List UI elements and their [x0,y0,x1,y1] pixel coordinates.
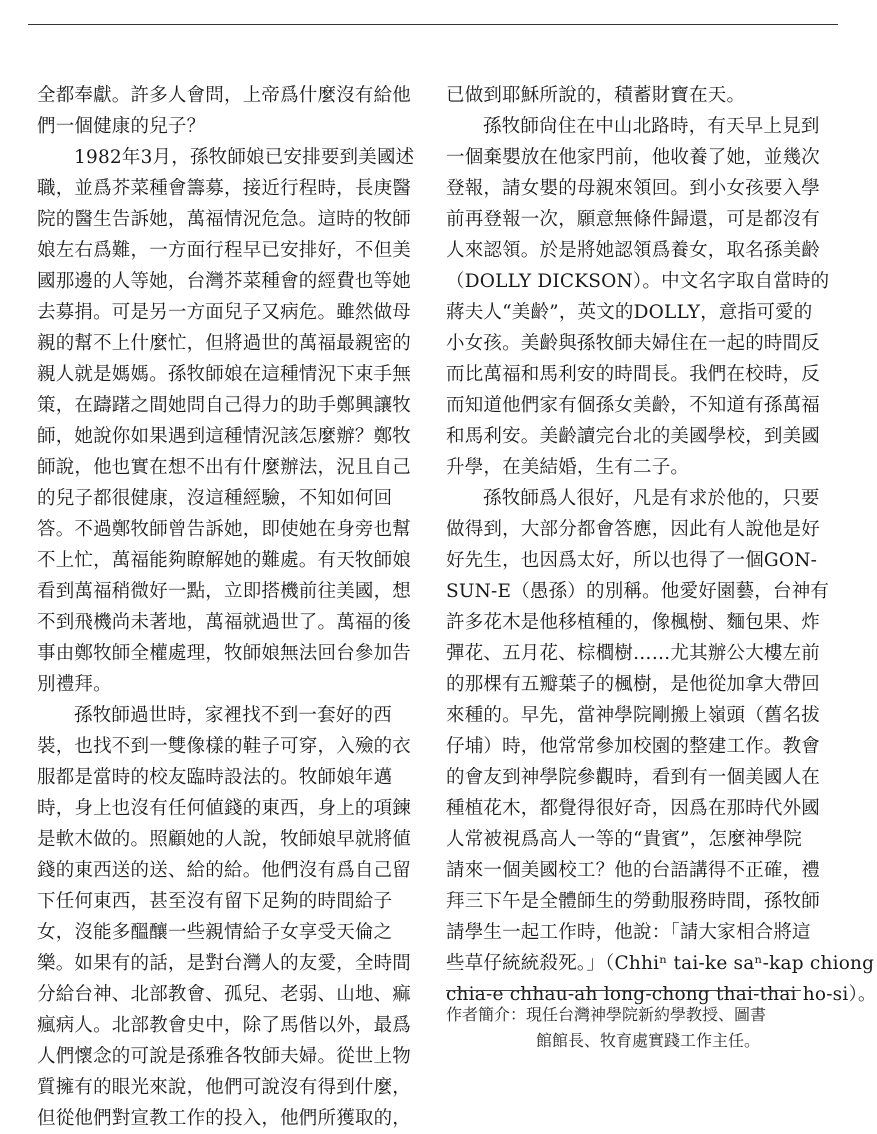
author-note [446,1002,826,1054]
text-line: 是軟木做的。照顧她的人說，牧師娘早就將値 [37,829,412,850]
header-rule [28,24,838,25]
text-line: 彈花、五月花、棕櫚樹……尤其辦公大樓左前 [446,643,821,664]
text-line: 種植花木，都覺得很好奇，因爲在那時代外國 [446,798,821,819]
text-line: 前再登報一次，願意無條件歸還，可是都沒有 [446,209,821,230]
text-line: 蔣夫人“美齡”，英文的DOLLY，意指可愛的 [446,302,813,323]
text-line: chia-e chhau-ah long-chong thai-thai ho-si）。 [446,984,877,1005]
text-line: 好先生，也因爲太好，所以也得了一個GON- [446,550,818,571]
text-line: 親的幫不上什麼忙，但將過世的萬福最親密的 [37,333,412,354]
text-line: 策，在躊躇之間她問自己得力的助手鄭興讓牧 [37,395,412,416]
text-line: 師，她說你如果遇到這種情況該怎麼辦？鄭牧 [37,426,412,447]
text-line: （DOLLY DICKSON）。中文名字取自當時的 [446,271,830,292]
text-line: 人常被視爲高人一等的“貴賓”，怎麼神學院 [446,829,802,850]
text-line: 孫牧師尙住在中山北路時，有天早上見到 [483,116,820,137]
text-line: 質擁有的眼光來說，他們可說沒有得到什麼， [37,1077,412,1098]
text-line: 分給台神、北部教會、孤兒、老弱、山地、痲 [37,984,412,1005]
article-column-right [446,80,877,1010]
text-line: 國那邊的人等她，台灣芥菜種會的經費也等她 [37,271,412,292]
text-line: 別禮拜。 [37,674,112,695]
author-note-line-1: 作者簡介：現任台灣神學院新約學教授、圖書 [446,1005,767,1024]
text-line: 下任何東西，甚至沒有留下足夠的時間給子 [37,891,393,912]
text-line: 人來認領。於是將她認領爲養女，取名孫美齡 [446,240,821,261]
text-line: 裝，也找不到一雙像樣的鞋子可穿，入殮的衣 [37,736,412,757]
text-line: 答。不過鄭牧師曾告訴她，即使她在身旁也幫 [37,519,412,540]
text-line: 院的醫生告訴她，萬福情況危急。這時的牧師 [37,209,412,230]
text-line: 去募捐。可是另一方面兒子又病危。雖然做母 [37,302,412,323]
text-line: 職，並爲芥菜種會籌募，接近行程時，長庚醫 [37,178,412,199]
text-line: SUN-E（愚孫）的別稱。他愛好園藝，台神有 [446,581,830,602]
text-line: 和馬利安。美齡讀完台北的美國學校，到美國 [446,426,821,447]
text-line: 孫牧師爲人很好，凡是有求於他的，只要 [483,488,820,509]
text-line: 1982年3月，孫牧師娘已安排要到美國述 [74,147,415,168]
text-line: 但從他們對宣教工作的投入，他們所獲取的， [37,1108,412,1129]
text-line: 已做到耶穌所說的，積蓄財寶在天。 [446,85,746,106]
text-line: 瘋病人。北部教會史中，除了馬偕以外，最爲 [37,1015,412,1036]
text-line: 們一個健康的兒子？ [37,116,206,137]
text-line: 仔埔）時，他常常參加校園的整建工作。教會 [446,736,821,757]
text-line: 而比萬福和馬利安的時間長。我們在校時，反 [446,364,821,385]
text-line: 娘左右爲難，一方面行程早已安排好，不但美 [37,240,412,261]
text-line: 孫牧師過世時，家裡找不到一套好的西 [74,705,392,726]
text-line: 不到飛機尚未著地，萬福就過世了。萬福的後 [37,612,412,633]
text-line: 時，身上也沒有任何値錢的東西，身上的項鍊 [37,798,412,819]
text-line: 師說，他也實在想不出有什麼辦法，況且自己 [37,457,412,478]
author-note-line-2: 館館長、牧育處實踐工作主任。 [536,1031,761,1050]
text-line: 看到萬福稍微好一點，立即搭機前往美國，想 [37,581,412,602]
text-line: 拜三下午是全體師生的勞動服務時間，孫牧師 [446,891,821,912]
text-line: 小女孩。美齡與孫牧師夫婦住在一起的時間反 [446,333,821,354]
text-line: 服都是當時的校友臨時設法的。牧師娘年邁 [37,767,393,788]
text-line: 請來一個美國校工？他的台語講得不正確，禮 [446,860,821,881]
text-line: 的兒子都很健康，沒這種經驗，不知如何回 [37,488,393,509]
text-line: 人們懷念的可說是孫雅各牧師夫婦。從世上物 [37,1046,412,1067]
text-line: 來種的。早先，當神學院剛搬上嶺頭（舊名拔 [446,705,821,726]
text-line: 登報，請女嬰的母親來領回。到小女孩要入學 [446,178,821,199]
article-column-left [37,80,415,1134]
text-line: 一個棄嬰放在他家門前，他收養了她，並幾次 [446,147,821,168]
text-line: 錢的東西送的送、給的給。他們沒有爲自己留 [37,860,412,881]
text-line: 樂。如果有的話，是對台灣人的友愛，全時間 [37,953,412,974]
text-line: 不上忙，萬福能夠瞭解她的難處。有天牧師娘 [37,550,412,571]
author-note-rule [446,990,801,991]
text-line: 全都奉獻。許多人會問，上帝爲什麼沒有給他 [37,85,412,106]
text-line: 女，沒能多醞釀一些親情給子女享受天倫之 [37,922,393,943]
text-line: 做得到，大部分都會答應，因此有人說他是好 [446,519,821,540]
text-line: 事由鄭牧師全權處理，牧師娘無法回台參加告 [37,643,412,664]
text-line: 的那棵有五瓣葉子的楓樹，是他從加拿大帶回 [446,674,821,695]
text-line: 升學，在美結婚，生有二子。 [446,457,690,478]
text-line: 而知道他們家有個孫女美齡，不知道有孫萬福 [446,395,821,416]
text-line: 請學生一起工作時，他說：「請大家相合將這 [446,922,811,943]
text-line: 親人就是媽媽。孫牧師娘在這種情況下束手無 [37,364,412,385]
text-line: 些草仔統統殺死。」（Chhiⁿ tai-ke saⁿ-kap chiong [446,953,875,974]
text-line: 的會友到神學院參觀時，看到有一個美國人在 [446,767,821,788]
text-line: 許多花木是他移植種的，像楓樹、麵包果、炸 [446,612,821,633]
